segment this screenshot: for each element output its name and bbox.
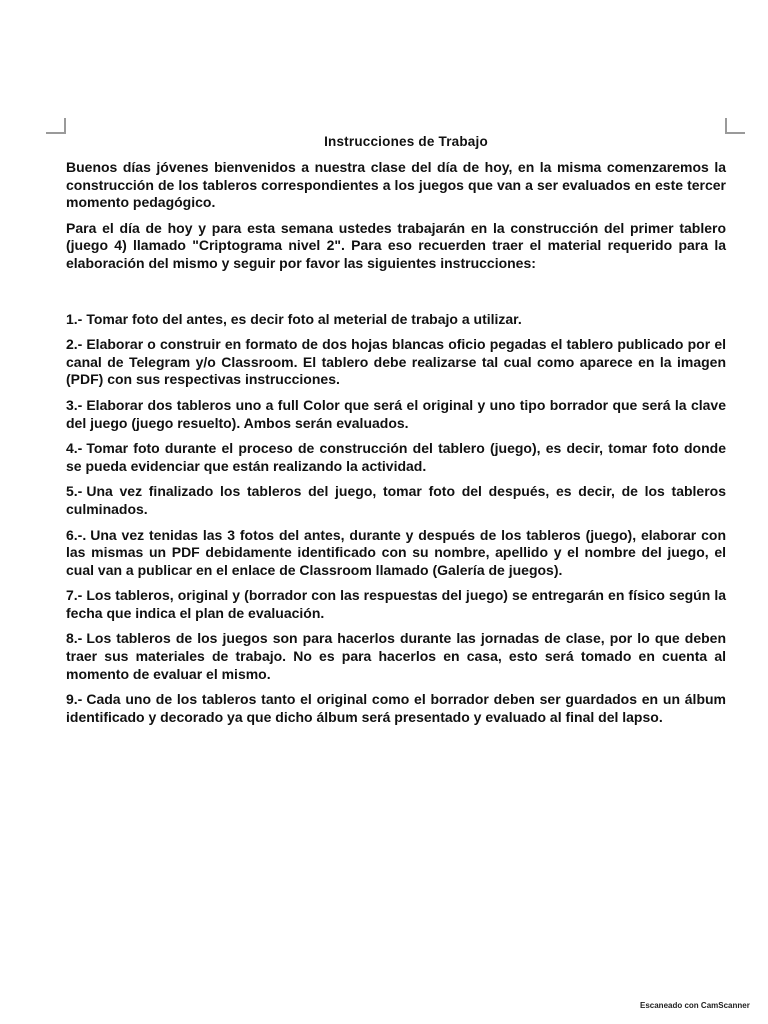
intro-paragraph: Buenos días jóvenes bienvenidos a nuestra clase del día de hoy, en la misma comenzaremos la construcción de los tableros correspondientes a los juegos que van a ser evaluados en este tercer momento pedagógico. [66,159,726,211]
instruction-text: Tomar foto durante el proceso de construcción del tablero (juego), es decir, tomar foto donde se pueda evidenciar que están realizando la actividad. [66,440,726,474]
instruction-item [66,527,726,580]
instruction-text: Una vez tenidas las 3 fotos del antes, durante y después de los tableros (juego), elaborar con las mismas un PDF debidamente identificado con su nombre, apellido y el nombre del juego, el cual van a publicar en el enlace de Classroom llamado (Galería de juegos). [66,526,726,578]
instruction-item [66,691,726,726]
instruction-number: 5.- [66,483,83,500]
instruction-text: Una vez finalizado los tableros del juego, tomar foto del después, es decir, de los tableros culminados. [66,483,726,517]
scanner-watermark: Escaneado con CamScanner [640,1001,750,1010]
page-corner-mark-left [46,118,66,134]
instruction-item [66,587,726,622]
instruction-text: Los tableros, original y (borrador con las respuestas del juego) se entregarán en físico según la fecha que indica el plan de evaluación. [66,587,726,621]
instruction-number: 4.- [66,440,83,457]
instruction-item [66,397,726,432]
instruction-item [66,630,726,683]
instruction-number: 6.-. [66,526,87,543]
intro-paragraph: Para el día de hoy y para esta semana ustedes trabajarán en la construcción del primer tablero (juego 4) llamado "Criptograma nivel 2". Para eso recuerden traer el material requerido para la elaboración del mismo y seguir por favor las siguientes instrucciones: [66,219,726,271]
instruction-item [66,311,726,329]
document-page [66,134,726,734]
instruction-number: 2.- [66,336,83,353]
instruction-text: Elaborar dos tableros uno a full Color que será el original y uno tipo borrador que será la clave del juego (juego resuelto). Ambos serán evaluados. [66,396,726,431]
instruction-text: Cada uno de los tableros tanto el original como el borrador deben ser guardados en un álbum identificado y decorado ya que dicho álbum será presentado y evaluado al final del lapso. [66,691,726,725]
instruction-number: 9.- [66,691,83,708]
instruction-text: Elaborar o construir en formato de dos hojas blancas oficio pegadas el tablero publicado por el canal de Telegram y/o Classroom. El tablero debe realizarse tal cual como aparece en la imagen (PDF) con sus respectivas instrucciones. [66,336,726,388]
instruction-list [66,311,726,727]
instruction-item [66,483,726,518]
instruction-number: 3.- [66,396,83,413]
instruction-text: Tomar foto del antes, es decir foto al meterial de trabajo a utilizar. [86,310,522,327]
instruction-number: 8.- [66,630,83,647]
document-title: Instrucciones de Trabajo [324,134,488,149]
page-corner-mark-right [725,118,745,134]
instruction-text: Los tableros de los juegos son para hacerlos durante las jornadas de clase, por lo que deben traer sus materiales de trabajo. No es para hacerlos en casa, esto será tomado en cuenta al momento de evaluar el mismo. [66,630,726,682]
instruction-number: 7.- [66,587,83,604]
instruction-item [66,336,726,389]
instruction-item [66,440,726,475]
instruction-number: 1.- [66,310,83,327]
